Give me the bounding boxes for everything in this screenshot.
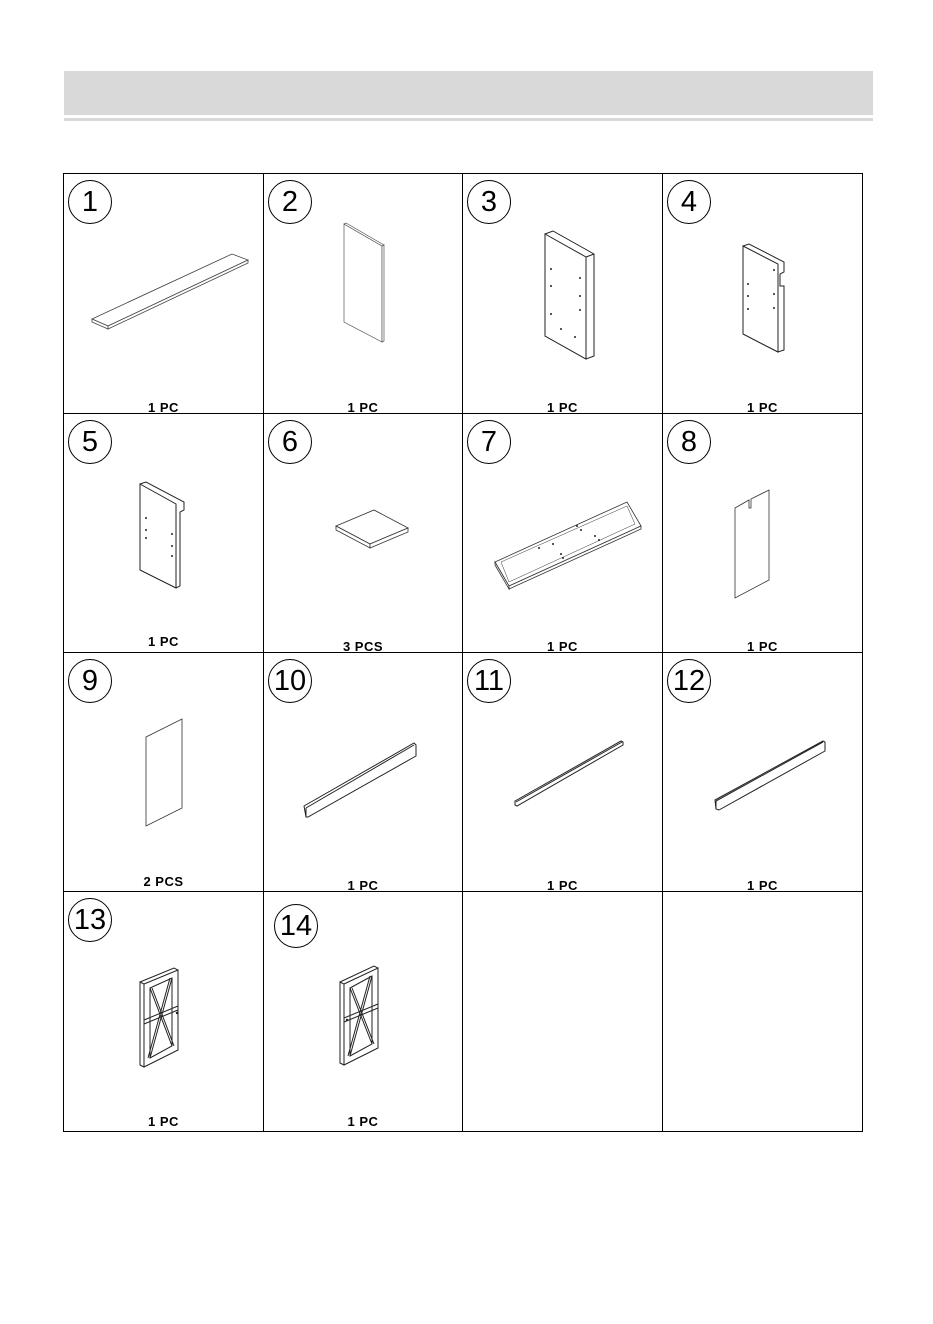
part-cell-7 xyxy=(463,414,663,653)
part-cell-10 xyxy=(264,653,463,892)
part-number-badge: 13 xyxy=(68,898,112,942)
part-number-badge: 14 xyxy=(274,904,318,948)
header-bar xyxy=(64,71,873,115)
shelf-icon xyxy=(264,414,464,654)
part-number-badge: 10 xyxy=(268,659,312,703)
part-quantity: 1 PC xyxy=(547,400,578,415)
part-number-badge: 3 xyxy=(467,180,511,224)
part-quantity: 1 PC xyxy=(347,400,379,415)
part-cell-1 xyxy=(64,174,264,414)
part-quantity: 1 PC xyxy=(148,634,179,649)
empty-cell xyxy=(463,892,663,1131)
part-quantity: 3 PCS xyxy=(342,639,384,654)
part-quantity: 1 PC xyxy=(148,1114,179,1129)
part-quantity: 1 PC xyxy=(747,639,778,654)
thin-rail-icon xyxy=(463,653,663,893)
top-panel-icon xyxy=(64,174,264,414)
middle-panel-icon xyxy=(64,414,264,654)
part-cell-6 xyxy=(264,414,463,653)
part-number-badge: 4 xyxy=(667,180,711,224)
part-cell-3 xyxy=(463,174,663,414)
part-number-badge: 7 xyxy=(467,420,511,464)
part-cell-11 xyxy=(463,653,663,892)
part-quantity: 1 PC xyxy=(547,639,578,654)
part-number-badge: 12 xyxy=(667,659,711,703)
side-panel-left-icon xyxy=(463,174,663,414)
part-cell-8 xyxy=(663,414,862,653)
barn-door-left-icon xyxy=(64,892,264,1132)
divider-panel-icon xyxy=(663,414,863,654)
small-panel-icon xyxy=(64,653,264,893)
part-quantity: 1 PC xyxy=(547,878,578,893)
part-cell-4 xyxy=(663,174,862,414)
front-rail-icon xyxy=(264,653,464,893)
back-panel-icon xyxy=(264,174,464,414)
part-number-badge: 6 xyxy=(268,420,312,464)
part-quantity: 1 PC xyxy=(347,1114,379,1129)
part-number-badge: 11 xyxy=(467,659,511,703)
header-rule xyxy=(64,118,873,121)
part-quantity: 1 PC xyxy=(747,400,778,415)
part-quantity: 2 PCS xyxy=(143,874,184,889)
back-rail-icon xyxy=(663,653,863,893)
part-number-badge: 1 xyxy=(68,180,112,224)
part-cell-14 xyxy=(264,892,463,1131)
parts-grid xyxy=(63,173,863,1132)
part-quantity: 1 PC xyxy=(347,878,379,893)
part-number-badge: 8 xyxy=(667,420,711,464)
part-cell-9 xyxy=(64,653,264,892)
part-cell-12 xyxy=(663,653,862,892)
part-cell-5 xyxy=(64,414,264,653)
barn-door-right-icon xyxy=(264,892,464,1132)
part-quantity: 1 PC xyxy=(148,400,179,415)
part-number-badge: 5 xyxy=(68,420,112,464)
part-cell-2 xyxy=(264,174,463,414)
part-quantity: 1 PC xyxy=(747,878,778,893)
bottom-panel-icon xyxy=(463,414,663,654)
part-cell-13 xyxy=(64,892,264,1131)
part-number-badge: 9 xyxy=(68,659,112,703)
empty-cell xyxy=(663,892,862,1131)
side-panel-right-icon xyxy=(663,174,863,414)
part-number-badge: 2 xyxy=(268,180,312,224)
